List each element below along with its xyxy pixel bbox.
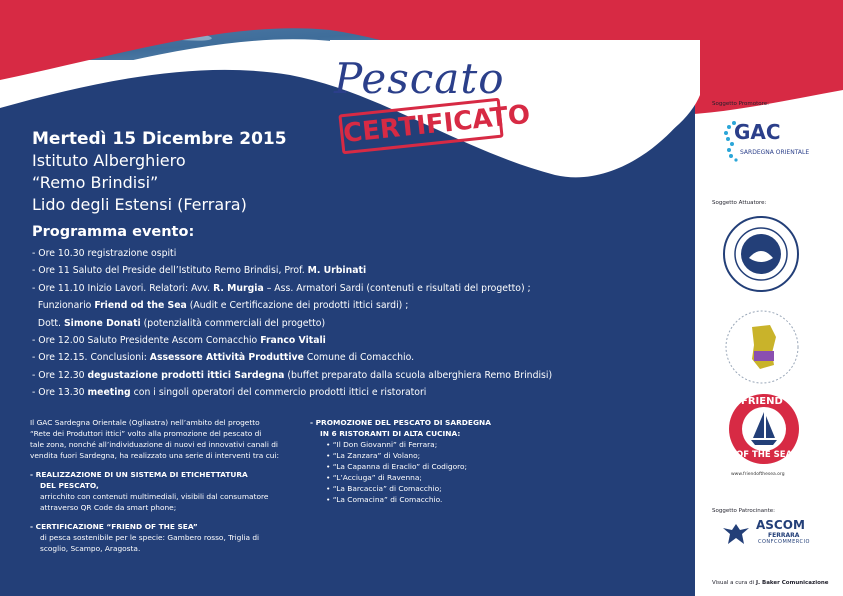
program-item [32, 349, 592, 366]
program-title: Programma evento: [32, 224, 195, 240]
credit-agency: J. Baker Comunicazione [755, 580, 829, 586]
program-item-text: con i singoli operatori del commercio prodotti ittici e ristoratori [130, 387, 427, 399]
restaurant-list [310, 439, 560, 505]
gac-logo [720, 118, 830, 168]
program-item-text: (Audit e Certificazione dei prodotti ittici sardi) ; [186, 300, 409, 312]
program-item-highlight: meeting [87, 387, 131, 399]
program-item-text: - Ore 11.10 Inizio Lavori. Relatori: Avv. [32, 282, 214, 294]
program-item-text: - Ore 12.30 [32, 369, 88, 381]
restaurants-block [310, 417, 560, 505]
patrocinante-label: Soggetto Patrocinante: [712, 508, 776, 514]
ascom-city: FERRARA [768, 532, 800, 539]
program-item-text: – Ass. Armatori Sardi (contenuti e risultati del progetto) ; [263, 282, 531, 294]
program-item-text: (potenzialità commerciali del progetto) [140, 317, 326, 329]
program-item-text: (buffet preparato dalla scuola alberghiera Remo Brindisi) [284, 369, 553, 381]
event-date: Mertedì 15 Dicembre 2015 [32, 129, 287, 149]
program-item-highlight: Franco Vitali [260, 334, 326, 346]
logo-stamp [338, 98, 532, 155]
program-item-highlight: Assessore Attività Produttive [149, 352, 304, 364]
intro-line: tale zona, nonché all’individuazione di nuovi ed innovativi canali di [30, 440, 278, 449]
program-item-text: - Ore 12.15. Conclusioni: [32, 352, 150, 364]
pescato-certificato-logo [322, 54, 532, 164]
intro-line: “Rete dei Produttori ittici” volto alla promozione del pescato di [30, 429, 262, 438]
sardinia-map-icon [722, 307, 802, 387]
restaurant-item: • “L’Acciuga” di Ravenna; [326, 473, 422, 482]
palausano-seal [721, 214, 801, 294]
program-item [32, 384, 592, 401]
fos-top-text: FRIEND [741, 396, 783, 407]
program-item-text: Funzionario [32, 300, 95, 312]
program-item-highlight: R. Murgia [213, 282, 264, 294]
section-etichettatura-title-cont: DEL PESCATO, [40, 481, 99, 490]
event-venue-line1: Istituto Alberghiero [32, 151, 186, 170]
program-item [32, 332, 592, 349]
logo-script-title: Pescato [334, 54, 505, 103]
intro-line: vendita fuori Sardegna, ha realizzato una serie di interventi tra cui: [30, 451, 279, 460]
intro-line: Il GAC Sardegna Orientale (Ogliastra) nell’ambito del progetto [30, 418, 260, 427]
event-venue-line2: “Remo Brindisi” [32, 173, 159, 192]
program-item-text: Comune di Comacchio. [303, 352, 415, 364]
program-item-text: - Ore 12.00 Saluto Presidente Ascom Comacchio [32, 334, 261, 346]
attuatore-label: Soggetto Attuatore: [712, 200, 767, 206]
restaurant-item: • “La Comacina” di Comacchio. [326, 495, 443, 504]
program-item-highlight: M. Urbinati [307, 265, 367, 277]
section-fos-title: - CERTIFICAZIONE “FRIEND OF THE SEA” [30, 522, 198, 531]
program-item-highlight: Simone Donati [63, 317, 141, 329]
program-item-text: - Ore 10.30 registrazione ospiti [32, 248, 177, 259]
program-item [32, 245, 592, 262]
visual-credit [712, 580, 829, 586]
program-item [32, 280, 592, 297]
armatori-seal [722, 307, 802, 387]
credit-prefix: Visual a cura di [712, 580, 756, 586]
seal-emblem-icon [721, 214, 801, 294]
event-header [32, 128, 287, 216]
gac-subtitle: SARDEGNA ORIENTALE [740, 149, 810, 156]
program-item-highlight: Friend od the Sea [94, 300, 187, 312]
section-etichettatura-title: - REALIZZAZIONE DI UN SISTEMA DI ETICHETTATURA [30, 470, 248, 479]
friend-of-the-sea-logo [727, 392, 807, 484]
ascom-logo [722, 518, 822, 554]
restaurant-item: • “La Barcaccia” di Comacchio; [326, 484, 442, 493]
program-list [32, 245, 592, 402]
ascom-sub: CONFCOMMERCIO [758, 539, 810, 545]
restaurant-item: • “La Zanzara” di Volano; [326, 451, 421, 460]
fos-url: www.friendofthesea.org [731, 472, 785, 477]
program-item-text: Dott. [32, 317, 64, 329]
program-item [32, 367, 592, 384]
restaurant-item: • “La Capanna di Eraclio” di Codigoro; [326, 462, 468, 471]
promotore-label: Soggetto Promotore: [712, 101, 769, 107]
program-item-text: - Ore 11 Saluto del Preside dell’Istituto Remo Brindisi, Prof. [32, 265, 308, 277]
logo-stamp-text: CERTIFICATO [341, 99, 532, 150]
section-fos-body: di pesca sostenibile per le specie: Gambero rosso, Triglia di [40, 533, 260, 542]
project-description [30, 417, 300, 554]
fos-bottom-text: OF THE SEA [736, 450, 793, 460]
section-etichettatura-body: arricchito con contenuti multimediali, visibili dal consumatore [40, 492, 269, 501]
eagle-icon [722, 520, 750, 546]
program-item-highlight: degustazione prodotti ittici Sardegna [87, 369, 285, 381]
program-item [32, 297, 592, 314]
restaurants-title: - PROMOZIONE DEL PESCATO DI SARDEGNA [310, 418, 491, 427]
gac-name: GAC [734, 120, 781, 144]
program-item [32, 315, 592, 332]
program-item [32, 262, 592, 279]
section-etichettatura-body: attraverso QR Code da smart phone; [40, 503, 177, 512]
event-location: Lido degli Estensi (Ferrara) [32, 195, 247, 214]
restaurant-item: • “Il Don Giovanni” di Ferrara; [326, 440, 438, 449]
restaurants-title-cont: IN 6 RISTORANTI DI ALTA CUCINA: [320, 429, 461, 438]
program-item-text: - Ore 13.30 [32, 387, 88, 399]
ascom-name: ASCOM [756, 518, 805, 532]
section-fos-body: scoglio, Scampo, Aragosta. [40, 544, 141, 553]
